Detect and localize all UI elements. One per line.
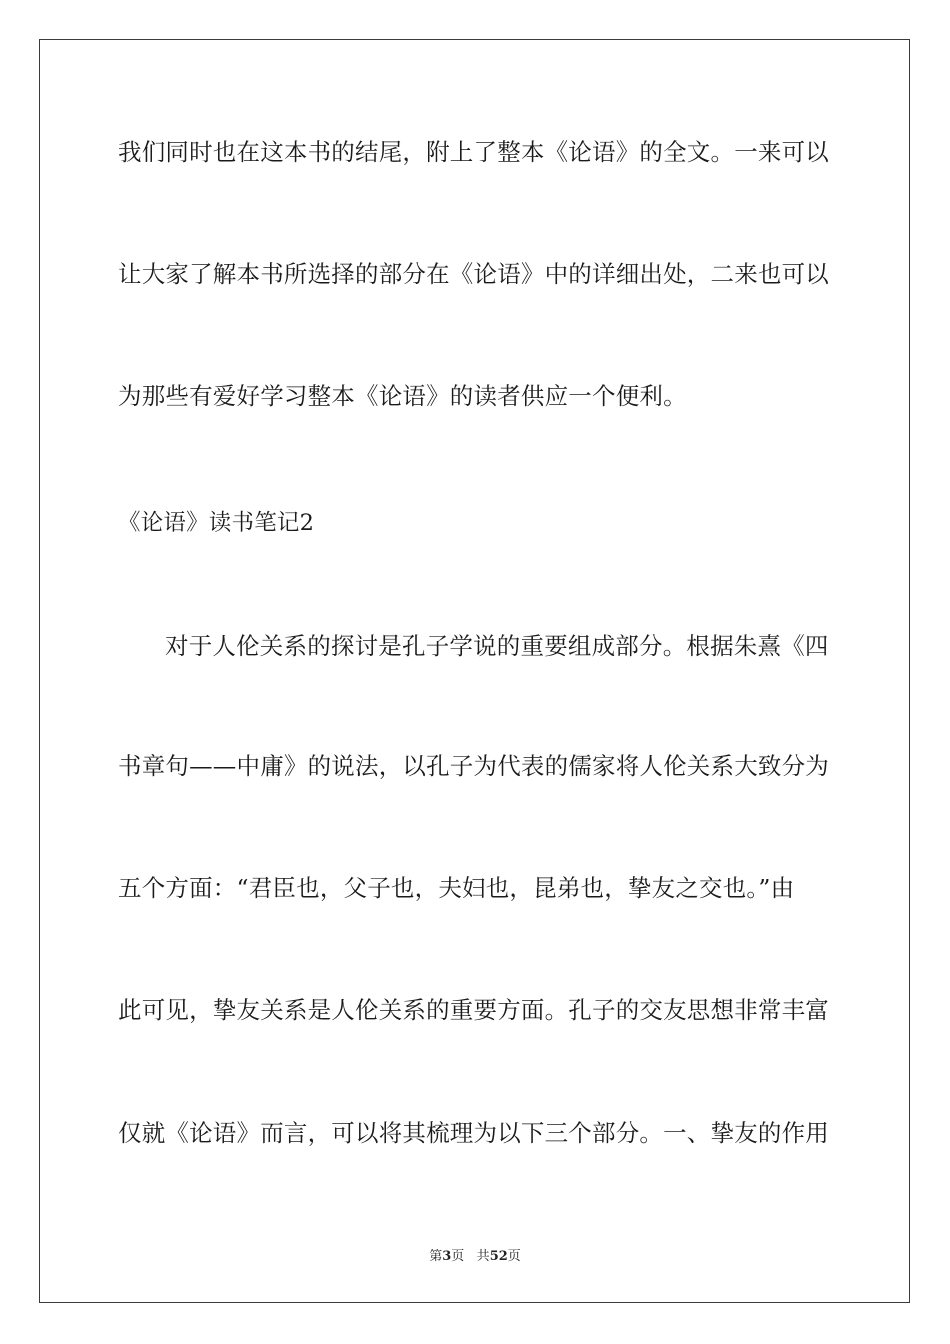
page-border — [39, 39, 910, 1303]
paragraph-line: 此可见，挚友关系是人伦关系的重要方面。孔子的交友思想非常丰富 — [118, 996, 829, 1024]
footer-total-suffix: 页 — [507, 1249, 521, 1264]
paragraph-line: 我们同时也在这本书的结尾，附上了整本《论语》的全文。一来可以 — [118, 138, 829, 166]
footer-page-prefix: 第 — [429, 1249, 443, 1264]
footer-total-pages: 52 — [489, 1249, 508, 1264]
section-heading: 《论语》读书笔记2 — [118, 510, 315, 536]
paragraph-line: 为那些有爱好学习整本《论语》的读者供应一个便利。 — [118, 382, 687, 410]
footer-page-suffix: 页 — [451, 1249, 465, 1264]
paragraph-line: 书章句——中庸》的说法，以孔子为代表的儒家将人伦关系大致分为 — [118, 752, 829, 780]
footer-page-number: 3 — [442, 1249, 452, 1264]
footer-total-prefix: 共 — [476, 1249, 490, 1264]
page-footer — [0, 1248, 950, 1266]
paragraph-line: 仅就《论语》而言，可以将其梳理为以下三个部分。一、挚友的作用 — [118, 1119, 829, 1147]
paragraph-line: 对于人伦关系的探讨是孔子学说的重要组成部分。根据朱熹《四 — [165, 632, 829, 660]
paragraph-line: 五个方面：“君臣也，父子也，夫妇也，昆弟也，挚友之交也。”由 — [118, 874, 795, 902]
paragraph-line: 让大家了解本书所选择的部分在《论语》中的详细出处，二来也可以 — [118, 260, 829, 288]
